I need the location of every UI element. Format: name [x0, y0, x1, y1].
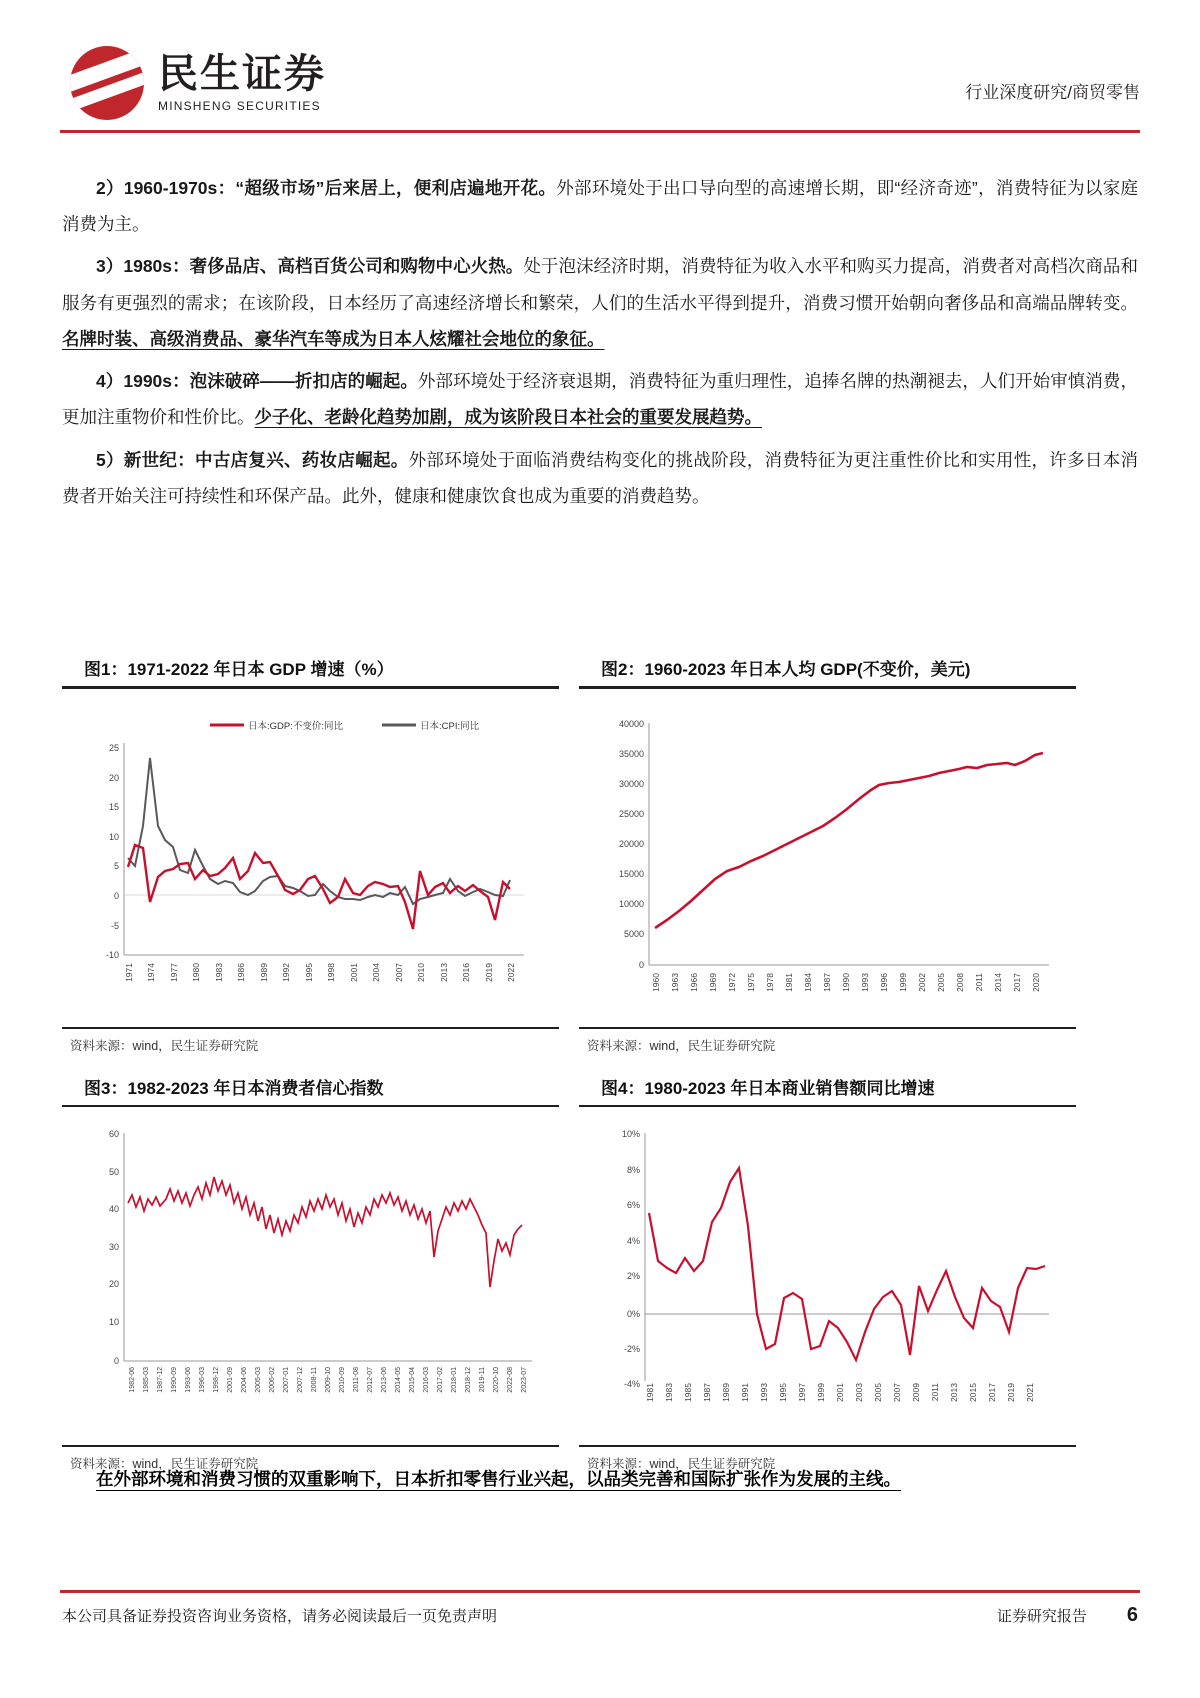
svg-text:8%: 8%: [626, 1165, 640, 1175]
figure-4-title: 图4：1980-2023 年日本商业销售额同比增速: [601, 1078, 935, 1098]
brand-text: [158, 53, 326, 113]
svg-text:2011: 2011: [974, 972, 984, 991]
svg-text:1995: 1995: [304, 962, 314, 982]
paragraph-3-lead: 3）1980s：奢侈品店、高档百货公司和购物中心火热。: [96, 256, 524, 277]
svg-text:1978: 1978: [765, 972, 775, 992]
figure-3-title-rule: [62, 1105, 559, 1108]
svg-text:1995: 1995: [778, 1383, 788, 1402]
svg-text:1963: 1963: [670, 972, 680, 992]
figure-3-title: 图3：1982-2023 年日本消费者信心指数: [84, 1078, 384, 1098]
svg-text:6%: 6%: [626, 1200, 640, 1210]
svg-text:2022-08: 2022-08: [507, 1367, 514, 1393]
svg-text:1999: 1999: [816, 1383, 826, 1402]
svg-text:40000: 40000: [618, 718, 644, 729]
svg-text:2008: 2008: [955, 972, 965, 992]
header-category: 行业深度研究/商贸零售: [965, 83, 1140, 102]
svg-text:1989: 1989: [721, 1383, 731, 1402]
brand-logo: [70, 46, 326, 120]
paragraph-4-rest: 外部环境处于经济衰退期，消费特征为重归理性，追捧名牌的热潮褪去，人们开始审慎消费，更加注重物价和性价比。: [62, 371, 1138, 428]
figure-2-title: 图2：1960-2023 年日本人均 GDP(不变价，美元): [601, 660, 971, 679]
svg-text:2013-06: 2013-06: [381, 1367, 388, 1393]
svg-text:2002: 2002: [917, 972, 927, 992]
svg-text:5000: 5000: [623, 928, 644, 939]
svg-text:1990-09: 1990-09: [171, 1367, 178, 1393]
figure-4-title-rule: [579, 1105, 1076, 1108]
svg-text:1992: 1992: [281, 962, 291, 982]
svg-text:40: 40: [108, 1204, 119, 1214]
svg-text:2007-12: 2007-12: [297, 1367, 304, 1393]
svg-text:1975: 1975: [746, 972, 756, 992]
svg-text:1999: 1999: [898, 972, 908, 992]
svg-text:日本:CPI:同比: 日本:CPI:同比: [420, 720, 480, 732]
figure-1: [62, 655, 559, 1056]
svg-text:1966: 1966: [689, 972, 699, 992]
figure-4-plot: [579, 1111, 1076, 1441]
svg-text:-4%: -4%: [623, 1379, 640, 1389]
figure-row-2: [62, 1074, 1138, 1475]
figure-4: [579, 1074, 1076, 1475]
svg-text:2019-11: 2019-11: [479, 1367, 486, 1393]
brand-name-cn: 民生证券: [158, 52, 326, 96]
footer-divider: [60, 1590, 1140, 1593]
paragraph-3: [62, 248, 1138, 357]
svg-text:10: 10: [108, 831, 119, 842]
svg-text:10000: 10000: [618, 898, 644, 909]
svg-text:2009: 2009: [911, 1383, 921, 1402]
paragraph-4-lead: 4）1990s：泡沫破碎——折扣店的崛起。: [96, 371, 418, 392]
svg-text:2012-07: 2012-07: [367, 1367, 374, 1393]
closing-text: 在外部环境和消费习惯的双重影响下，日本折扣零售行业兴起，以品类完善和国际扩张作为发展的主线。: [96, 1469, 901, 1489]
paragraph-4-underline: 少子化、老龄化趋势加剧，成为该阶段日本社会的重要发展趋势。: [254, 407, 762, 428]
page-footer: [62, 1604, 1138, 1627]
svg-text:1996: 1996: [879, 972, 889, 992]
svg-text:2004-06: 2004-06: [241, 1367, 248, 1393]
svg-text:1971: 1971: [124, 962, 134, 982]
svg-text:2005: 2005: [873, 1383, 883, 1402]
footer-report-label: 证券研究报告: [996, 1608, 1087, 1625]
svg-text:1998-12: 1998-12: [213, 1367, 220, 1393]
paragraph-4: [62, 363, 1138, 435]
svg-text:-10: -10: [105, 949, 119, 960]
svg-text:2022: 2022: [506, 962, 516, 982]
paragraph-5: [62, 442, 1138, 514]
svg-text:2001: 2001: [835, 1383, 845, 1402]
svg-text:0: 0: [113, 890, 119, 901]
svg-text:2001: 2001: [349, 962, 359, 982]
figure-3-plot: [62, 1111, 559, 1441]
figure-4-source: 资料来源：wind，民生证券研究院: [579, 1445, 1076, 1474]
svg-text:30: 30: [108, 1242, 119, 1252]
svg-text:2006-02: 2006-02: [269, 1367, 276, 1393]
paragraph-3-rest: 处于泡沫经济时期，消费特征为收入水平和购买力提高，消费者对高档次商品和服务有更强烈的需求；在该阶段，日本经历了高速经济增长和繁荣，人们的生活水平得到提升，消费习惯开始朝向奢侈品和高端品牌转变。: [62, 256, 1139, 313]
svg-text:0: 0: [113, 1356, 119, 1366]
svg-text:1983: 1983: [214, 962, 224, 982]
page-header: [60, 42, 1140, 134]
figure-4-svg: [579, 1111, 1076, 1441]
figure-2-source: 资料来源：wind，民生证券研究院: [579, 1027, 1076, 1056]
svg-text:2017: 2017: [987, 1383, 997, 1402]
svg-text:2020: 2020: [1031, 972, 1041, 992]
svg-text:0: 0: [638, 959, 644, 970]
svg-text:2011-08: 2011-08: [353, 1367, 360, 1393]
svg-text:1960: 1960: [651, 972, 661, 992]
svg-text:2004: 2004: [371, 962, 381, 982]
figure-2-plot: [579, 693, 1076, 1023]
svg-text:1972: 1972: [727, 972, 737, 992]
svg-text:2005: 2005: [936, 972, 946, 992]
svg-text:1996-03: 1996-03: [199, 1367, 206, 1393]
svg-text:2020-10: 2020-10: [493, 1367, 500, 1393]
svg-text:2019: 2019: [484, 962, 494, 982]
figure-2: [579, 655, 1076, 1056]
svg-text:2016: 2016: [461, 962, 471, 982]
svg-text:10%: 10%: [621, 1129, 640, 1139]
figure-1-plot: [62, 693, 559, 1023]
svg-text:15: 15: [108, 801, 119, 812]
svg-text:2017: 2017: [1012, 972, 1022, 992]
svg-text:2014-05: 2014-05: [395, 1367, 402, 1393]
svg-text:2013: 2013: [949, 1383, 959, 1402]
paragraph-5-rest: 外部环境处于面临消费结构变化的挑战阶段，消费特征为更注重性价比和实用性，许多日本消费者开始关注可持续性和环保产品。此外，健康和健康饮食也成为重要的消费趋势。: [62, 449, 1138, 506]
figure-grid: [62, 655, 1138, 1474]
svg-text:-2%: -2%: [623, 1344, 640, 1354]
svg-text:1986: 1986: [236, 962, 246, 982]
svg-text:1993: 1993: [759, 1383, 769, 1402]
svg-text:2010: 2010: [416, 962, 426, 982]
svg-text:0%: 0%: [626, 1309, 640, 1319]
svg-text:1997: 1997: [797, 1383, 807, 1402]
svg-text:1998: 1998: [326, 962, 336, 982]
svg-text:2015: 2015: [968, 1383, 978, 1402]
figure-1-svg: [62, 693, 559, 1023]
svg-text:2008-11: 2008-11: [311, 1367, 318, 1393]
svg-text:1987-12: 1987-12: [157, 1367, 164, 1393]
svg-text:2011: 2011: [930, 1383, 940, 1402]
svg-text:20000: 20000: [618, 838, 644, 849]
svg-text:35000: 35000: [618, 748, 644, 759]
paragraph-5-lead: 5）新世纪：中古店复兴、药妆店崛起。: [96, 449, 409, 470]
svg-text:15000: 15000: [618, 868, 644, 879]
svg-text:2009-10: 2009-10: [325, 1367, 332, 1393]
svg-text:1989: 1989: [259, 962, 269, 982]
svg-text:10: 10: [108, 1317, 119, 1327]
svg-text:2007-01: 2007-01: [283, 1367, 290, 1393]
svg-text:1993: 1993: [860, 972, 870, 992]
paragraph-3-underline: 名牌时装、高级消费品、豪华汽车等成为日本人炫耀社会地位的象征。: [62, 328, 605, 349]
paragraph-2: [62, 170, 1138, 242]
svg-text:1984: 1984: [803, 972, 813, 992]
svg-text:25000: 25000: [618, 808, 644, 819]
page-number: 6: [1126, 1604, 1138, 1626]
svg-text:1974: 1974: [146, 962, 156, 982]
svg-text:日本:GDP:不变价:同比: 日本:GDP:不变价:同比: [248, 720, 344, 732]
svg-text:2001-09: 2001-09: [227, 1367, 234, 1393]
paragraph-2-lead: 2）1960-1970s：“超级市场”后来居上，便利店遍地开花。: [96, 178, 557, 198]
svg-text:5: 5: [113, 860, 119, 871]
svg-text:2005-03: 2005-03: [255, 1367, 262, 1393]
svg-text:1969: 1969: [708, 972, 718, 992]
minsheng-logo-icon: [70, 46, 144, 120]
svg-text:1981: 1981: [784, 972, 794, 992]
svg-text:1982-06: 1982-06: [129, 1367, 136, 1393]
svg-text:25: 25: [108, 742, 119, 753]
svg-text:2018-12: 2018-12: [465, 1367, 472, 1393]
paragraph-2-rest: 外部环境处于出口导向型的高速增长期，即“经济奇迹”，消费特征为以家庭消费为主。: [62, 178, 1139, 235]
svg-text:20: 20: [108, 772, 119, 783]
figure-row-1: [62, 655, 1138, 1056]
svg-text:2023-07: 2023-07: [521, 1367, 528, 1393]
svg-text:20: 20: [108, 1279, 119, 1289]
footer-disclaimer: 本公司具备证券投资咨询业务资格，请务必阅读最后一页免责声明: [62, 1608, 498, 1625]
svg-text:1983: 1983: [664, 1383, 674, 1402]
svg-text:1990: 1990: [841, 972, 851, 992]
svg-text:2007: 2007: [892, 1383, 902, 1402]
svg-text:2013: 2013: [439, 962, 449, 982]
svg-text:2015-04: 2015-04: [409, 1367, 416, 1393]
figure-1-title-rule: [62, 686, 559, 689]
body-content: [62, 170, 1138, 520]
svg-text:1991: 1991: [740, 1383, 750, 1402]
svg-text:2007: 2007: [394, 962, 404, 982]
svg-text:2021: 2021: [1025, 1383, 1035, 1402]
figure-3-source: 资料来源：wind，民生证券研究院: [62, 1445, 559, 1474]
svg-text:60: 60: [108, 1129, 119, 1139]
svg-text:4%: 4%: [626, 1236, 640, 1246]
figure-3: [62, 1074, 559, 1475]
svg-text:2018-01: 2018-01: [451, 1367, 458, 1393]
svg-text:2014: 2014: [993, 972, 1003, 992]
footer-right: [997, 1604, 1138, 1627]
figure-3-svg: [62, 1111, 559, 1441]
figure-1-title: 图1：1971-2022 年日本 GDP 增速（%）: [84, 660, 394, 679]
svg-text:1993-06: 1993-06: [185, 1367, 192, 1393]
svg-text:1985-03: 1985-03: [143, 1367, 150, 1393]
svg-text:2010-09: 2010-09: [339, 1367, 346, 1393]
header-divider: [60, 130, 1140, 133]
figure-2-title-rule: [579, 686, 1076, 689]
svg-text:1987: 1987: [822, 972, 832, 992]
closing-paragraph: [62, 1462, 1138, 1498]
svg-text:50: 50: [108, 1167, 119, 1177]
svg-text:2%: 2%: [626, 1271, 640, 1281]
svg-text:2016-03: 2016-03: [423, 1367, 430, 1393]
svg-text:2019: 2019: [1006, 1383, 1016, 1402]
svg-text:1981: 1981: [645, 1383, 655, 1402]
svg-text:2017-02: 2017-02: [437, 1367, 444, 1393]
svg-text:30000: 30000: [618, 778, 644, 789]
svg-text:1985: 1985: [683, 1383, 693, 1402]
figure-1-source: 资料来源：wind，民生证券研究院: [62, 1027, 559, 1056]
svg-text:1980: 1980: [191, 962, 201, 982]
svg-text:1987: 1987: [702, 1383, 712, 1402]
figure-2-svg: [579, 693, 1076, 1023]
brand-name-en: MINSHENG SECURITIES: [158, 99, 321, 113]
svg-text:1977: 1977: [169, 962, 179, 982]
svg-text:2003: 2003: [854, 1383, 864, 1402]
svg-text:-5: -5: [110, 920, 119, 931]
